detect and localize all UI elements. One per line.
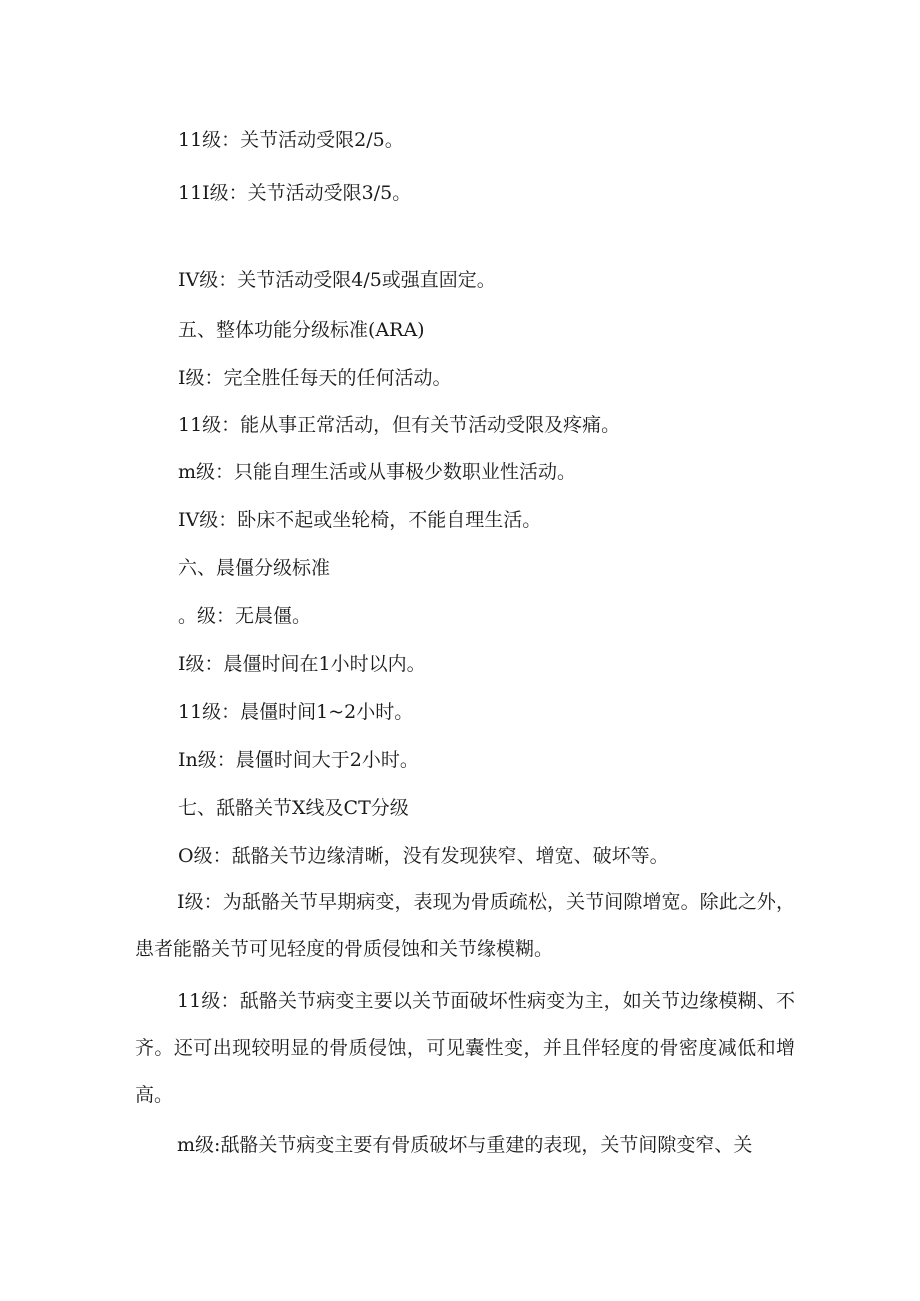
text-line: 11I级：关节活动受限3/5。 [178,182,412,204]
text-line: IV级：卧床不起或坐轮椅，不能自理生活。 [178,509,542,531]
text-line: 11级：晨僵时间1~2小时。 [178,701,414,723]
section-heading: 五、整体功能分级标准(ARA) [178,319,425,341]
text-line: O级：舐骼关节边缘清晰，没有发现狭窄、增宽、破坏等。 [178,845,669,867]
text-line: 11级：能从事正常活动，但有关节活动受限及疼痛。 [178,414,621,436]
section-heading: 六、晨僵分级标准 [178,557,331,579]
text-line: 。级：无晨僵。 [178,605,312,627]
text-line: I级：晨僵时间在1小时以内。 [178,653,426,675]
paragraph-text: I级：为舐骼关节早期病变，表现为骨质疏松，关节间隙增宽。除此之外，患者能骼关节可见轻度的骨质侵蚀和关节缘模糊。 [135,891,795,960]
paragraph [135,978,795,1119]
paragraph-text: 11级：舐骼关节病变主要以关节面破坏性病变为主，如关节边缘模糊、不齐。还可出现较明显的骨质侵蚀，可见囊性变，并且伴轻度的骨密度减低和增高。 [135,990,795,1106]
text-line: m级：只能自理生活或从事极少数职业性活动。 [178,461,577,483]
paragraph [135,1122,795,1169]
paragraph-text: m级:舐骼关节病变主要有骨质破坏与重建的表现，关节间隙变窄、关 [177,1134,753,1156]
paragraph [135,879,795,973]
section-heading: 七、舐骼关节X线及CT分级 [178,797,409,819]
text-line: IV级：关节活动受限4/5或强直固定。 [178,269,496,291]
text-line: I级：完全胜任每天的任何活动。 [178,367,452,389]
text-line: In级：晨僵时间大于2小时。 [178,749,419,771]
text-line: 11级：关节活动受限2/5。 [178,129,404,151]
